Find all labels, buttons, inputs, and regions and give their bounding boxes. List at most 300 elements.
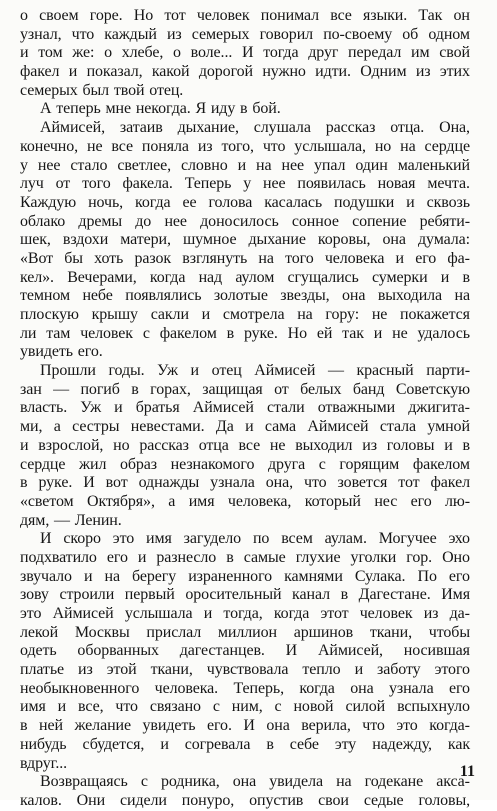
word: услышала, — [294, 137, 366, 155]
word: слушала — [253, 119, 311, 137]
text-line — [20, 399, 470, 418]
word: факелом — [412, 455, 470, 473]
word: имя — [188, 492, 215, 510]
word: понимал — [260, 7, 320, 24]
word: руке. — [38, 474, 73, 492]
word: годы. — [108, 362, 145, 380]
word: вдруг... — [20, 754, 68, 772]
word: говорил — [259, 25, 314, 43]
text-line — [20, 82, 470, 101]
word: вспыхнуло — [397, 698, 470, 716]
word: из — [423, 605, 439, 622]
word: хлебе, — [121, 44, 164, 62]
word: его — [448, 567, 470, 585]
word: того — [82, 175, 111, 193]
word: на — [256, 156, 272, 174]
word: ее — [182, 193, 197, 211]
word: и — [354, 661, 364, 679]
word: Аймисей — [192, 399, 254, 417]
word: согревала — [184, 735, 251, 753]
word: она — [382, 231, 406, 249]
word: головы — [386, 436, 435, 454]
word: дыхание — [248, 231, 306, 249]
text-line — [20, 530, 470, 549]
word: зову — [20, 586, 49, 604]
word: зовется — [337, 474, 388, 492]
word: лю- — [445, 492, 470, 510]
word: Теперь — [184, 175, 232, 193]
word: в — [462, 268, 470, 286]
word: из — [362, 436, 377, 454]
word: и — [440, 268, 450, 286]
word: И — [40, 530, 52, 548]
word: Одним — [360, 63, 407, 81]
word: человек — [80, 324, 133, 342]
word: шек, — [20, 231, 51, 249]
word: незнакомого — [170, 455, 255, 473]
word: с — [140, 773, 148, 791]
word: по-своему — [323, 25, 393, 43]
word: и — [203, 605, 213, 622]
word: власть. — [20, 399, 68, 417]
word: когда — [299, 679, 335, 697]
word: руке. — [243, 324, 278, 342]
word: разок — [134, 249, 172, 267]
word: того — [285, 249, 314, 267]
word: родника, — [160, 773, 220, 791]
word: Сулака. — [354, 567, 406, 585]
word: от — [274, 380, 289, 398]
word: когда — [135, 193, 171, 211]
word: защищая — [202, 380, 263, 398]
text-line — [20, 138, 470, 157]
word: новая — [377, 175, 416, 193]
word: и — [57, 698, 67, 716]
word: сакли — [150, 306, 189, 323]
word: матери, — [120, 231, 171, 249]
word: это — [112, 530, 135, 548]
word: дорогой — [198, 63, 254, 81]
word: узнала — [388, 679, 434, 697]
word: в — [20, 717, 28, 735]
word: когда — [273, 605, 310, 622]
text-line — [20, 63, 470, 82]
word: зан — [20, 380, 42, 398]
word: гор. — [406, 548, 433, 566]
word: но — [113, 436, 130, 454]
word: подхватило — [20, 548, 97, 566]
word: образ — [119, 455, 158, 473]
word: сестры — [72, 418, 120, 436]
word: Оно — [442, 548, 470, 566]
word: — — [54, 511, 70, 529]
word: рассказ — [325, 119, 376, 137]
word: иду — [210, 100, 236, 118]
word: мечта. — [427, 175, 470, 193]
word: чтобы — [428, 623, 470, 641]
word: там — [46, 324, 71, 342]
word: с — [318, 455, 326, 473]
word: сумерки — [371, 268, 428, 286]
word: упал — [313, 156, 346, 174]
word: друг — [308, 44, 339, 62]
word: все, — [78, 698, 104, 716]
word: и — [68, 63, 78, 81]
word: аршинов — [293, 623, 354, 641]
word: этого — [434, 661, 470, 679]
word: выходила — [377, 287, 443, 305]
text-line — [20, 231, 470, 250]
word: его — [415, 249, 437, 267]
word: с — [212, 698, 220, 716]
word: семерых — [191, 25, 250, 43]
word: из — [166, 25, 182, 43]
text-line — [20, 157, 470, 176]
word: покажется — [400, 306, 470, 323]
word: когда- — [429, 717, 470, 735]
word: о — [104, 44, 112, 62]
word: Прошли — [40, 362, 96, 380]
word: головы, — [418, 791, 470, 809]
word: И — [243, 717, 255, 735]
word: узнал, — [20, 25, 62, 43]
text-line — [20, 698, 470, 717]
word: факел — [430, 474, 470, 492]
word: и — [395, 249, 405, 267]
word: Ленин. — [74, 511, 122, 529]
word: банд — [352, 380, 385, 398]
word: твой — [113, 81, 145, 99]
word: невестами. — [130, 418, 205, 436]
text-line — [20, 605, 470, 624]
word: затаив — [119, 119, 163, 137]
word: и — [406, 193, 415, 211]
word: в — [226, 548, 234, 566]
word: он — [453, 7, 470, 24]
word: бы — [64, 249, 83, 267]
word: языки. — [363, 7, 408, 24]
word: верила, — [301, 717, 351, 735]
word: эту — [334, 735, 357, 753]
word: появлялись — [125, 287, 202, 305]
word: связано — [149, 698, 201, 716]
word: облако — [20, 212, 66, 230]
word: нес — [374, 492, 398, 510]
word: в — [462, 436, 470, 454]
word: с — [142, 324, 150, 342]
word: ним, — [231, 698, 263, 716]
word: миллион — [217, 623, 277, 641]
word: нужно — [262, 63, 306, 81]
word: лекой — [20, 623, 59, 641]
word: горах, — [150, 380, 191, 398]
word: его — [106, 548, 128, 566]
word: хоть — [94, 249, 124, 267]
text-line — [20, 792, 470, 811]
word: Теперь, — [233, 679, 284, 697]
word: дремы — [78, 212, 123, 230]
word: это — [396, 717, 418, 735]
word: Но — [133, 7, 154, 24]
word: «светом — [20, 492, 74, 510]
word: нибудь — [20, 735, 67, 753]
word: его. — [206, 717, 232, 735]
text-line — [20, 680, 470, 699]
word: тепло — [302, 661, 341, 679]
word: одном — [428, 25, 470, 43]
word: калов. — [20, 791, 62, 809]
word: золотые — [213, 287, 268, 305]
word: Дагестане. — [358, 586, 431, 604]
word: из — [415, 63, 431, 81]
word: уголки — [350, 548, 397, 566]
word: так — [342, 324, 364, 342]
word: загудело — [183, 530, 242, 548]
word: о — [20, 7, 28, 24]
word: Вечерами, — [67, 268, 137, 286]
word: и — [237, 156, 247, 174]
word: человек — [359, 605, 413, 622]
word: все — [111, 137, 133, 155]
word: Но — [287, 324, 307, 342]
word: идти. — [315, 63, 351, 81]
word: гору: — [325, 306, 360, 323]
text-line — [20, 642, 470, 661]
word: стало — [70, 156, 108, 174]
word: крышу — [91, 306, 138, 323]
word: надежду, — [372, 735, 432, 753]
word: сквозь — [426, 193, 470, 211]
word: был — [82, 81, 110, 99]
word: сама — [264, 418, 297, 436]
word: Я — [195, 100, 207, 118]
word: все — [330, 7, 352, 24]
word: Уж — [80, 399, 102, 417]
word: фа- — [447, 249, 470, 267]
word: первый — [124, 586, 175, 604]
word: тот — [398, 474, 420, 492]
word: нее — [164, 212, 187, 230]
word: и — [201, 306, 211, 323]
word: что — [71, 25, 95, 43]
text-line — [20, 418, 470, 437]
word: доносилось — [200, 212, 279, 230]
word: звучало — [20, 567, 72, 585]
word: увидела — [269, 773, 323, 791]
word: появилась — [297, 175, 366, 193]
word: этой — [106, 661, 137, 679]
word: канал — [292, 586, 330, 604]
word: конечно, — [20, 137, 79, 155]
word: все — [238, 436, 261, 454]
word: скоро — [63, 530, 101, 548]
word: По — [417, 567, 437, 585]
word: человека — [324, 249, 385, 267]
word: воле... — [190, 44, 233, 62]
word: человек — [196, 7, 250, 24]
word: на — [454, 287, 470, 305]
word: разнесло — [156, 548, 217, 566]
word: услышала — [124, 605, 193, 622]
word: Аймисей — [307, 418, 369, 436]
word: она — [350, 679, 374, 697]
word: сонное — [291, 212, 339, 230]
word: не — [269, 436, 286, 454]
word: не — [371, 306, 388, 323]
word: Могучее — [378, 530, 437, 548]
word: жил — [79, 455, 107, 473]
word: имя — [20, 698, 46, 716]
word: шумное — [182, 231, 237, 249]
text-line — [20, 269, 470, 288]
word: заботу — [377, 661, 421, 679]
word: ли — [20, 324, 37, 342]
word: дям, — [20, 511, 50, 529]
word: кел». — [20, 268, 54, 286]
word: из — [78, 661, 93, 679]
word: Аймисей — [52, 605, 114, 622]
word: взрослой, — [38, 436, 104, 454]
word: умной — [427, 418, 470, 436]
word: да- — [449, 605, 470, 622]
word: и — [160, 735, 169, 753]
word: в — [131, 380, 139, 398]
word: который — [304, 492, 361, 510]
word: того, — [221, 137, 254, 155]
word: ребяти- — [419, 212, 470, 230]
word: вздохи — [62, 231, 109, 249]
word: его — [410, 492, 432, 510]
word: братья — [135, 399, 180, 417]
word: коровы, — [317, 231, 371, 249]
word: оросительный — [185, 586, 282, 604]
word: на — [104, 567, 120, 585]
word: на — [297, 306, 313, 323]
word: думала: — [417, 231, 470, 249]
word: удалось — [417, 324, 470, 342]
word: берегу — [132, 567, 177, 585]
word: этих — [439, 63, 470, 81]
word: что — [115, 698, 138, 716]
text-line — [20, 306, 470, 325]
word: об — [402, 25, 419, 43]
word: у — [243, 175, 252, 193]
text-line — [20, 7, 470, 26]
word: в — [266, 735, 274, 753]
word: она — [342, 287, 366, 305]
word: взглянуть — [182, 249, 248, 267]
word: звезды, — [280, 287, 330, 305]
word: горящим — [339, 455, 400, 473]
word: Каждую — [20, 193, 77, 211]
word: факел — [20, 63, 60, 81]
word: и — [137, 548, 147, 566]
word: из — [197, 137, 213, 155]
word: увидеть — [20, 343, 73, 361]
word: увидеть — [142, 717, 196, 735]
word: узнала — [210, 474, 255, 492]
word: у — [20, 156, 28, 174]
word: свой — [439, 44, 470, 62]
word: акса- — [436, 773, 470, 791]
word: некогда. — [135, 100, 191, 118]
word: а — [168, 492, 176, 510]
word: ткани, — [369, 623, 413, 641]
word: бой. — [252, 100, 281, 118]
word: один — [355, 156, 388, 174]
word: годекане — [364, 773, 424, 791]
word: своем — [39, 7, 79, 24]
word: небе — [82, 287, 113, 305]
word: показал, — [86, 63, 143, 81]
word: Москвы — [74, 623, 130, 641]
word: сердце — [424, 137, 470, 155]
word: Аймисей, — [317, 642, 383, 660]
word: аулам. — [324, 530, 367, 548]
word: с — [274, 698, 282, 716]
word: стали — [266, 399, 305, 417]
text-line — [20, 213, 470, 232]
word: тогда — [263, 44, 299, 62]
word: она — [266, 717, 290, 735]
word: нее — [263, 175, 286, 193]
text-line — [20, 175, 470, 194]
word: — — [53, 380, 70, 398]
text-line — [20, 362, 470, 381]
word: что — [262, 137, 286, 155]
word: сгущались — [287, 268, 359, 286]
word: по — [252, 530, 270, 548]
word: платье — [20, 661, 65, 679]
word: глухие — [295, 548, 341, 566]
word: семерых — [20, 81, 78, 99]
word: его. — [77, 343, 103, 361]
word: не — [392, 324, 408, 342]
text-line — [20, 119, 470, 138]
word: И — [83, 474, 95, 492]
word: над — [198, 268, 223, 286]
text-line — [20, 568, 470, 587]
text-line — [20, 474, 470, 493]
word: нее — [281, 156, 304, 174]
word: и — [20, 44, 29, 62]
word: поняла — [141, 137, 189, 155]
word: мне — [105, 100, 132, 118]
word: передал — [348, 44, 402, 62]
text-line — [20, 26, 470, 45]
word: чувствовала — [206, 661, 289, 679]
word: тогда, — [223, 605, 263, 622]
word: Уж — [157, 362, 178, 380]
word: факела. — [122, 175, 173, 193]
text-line — [20, 194, 470, 213]
word: в — [20, 474, 28, 492]
body-text — [20, 7, 470, 811]
word: красный — [356, 362, 414, 380]
text-line — [20, 100, 470, 119]
text-line — [20, 549, 470, 568]
word: белых — [300, 380, 342, 398]
word: отец — [211, 362, 242, 380]
word: строили — [59, 586, 115, 604]
word: же: — [72, 44, 95, 62]
word: сердце — [20, 455, 66, 473]
word: Они — [76, 791, 106, 809]
word: и — [83, 567, 93, 585]
word: и — [444, 436, 453, 454]
word: Да — [215, 418, 234, 436]
word: касалась — [264, 193, 323, 211]
